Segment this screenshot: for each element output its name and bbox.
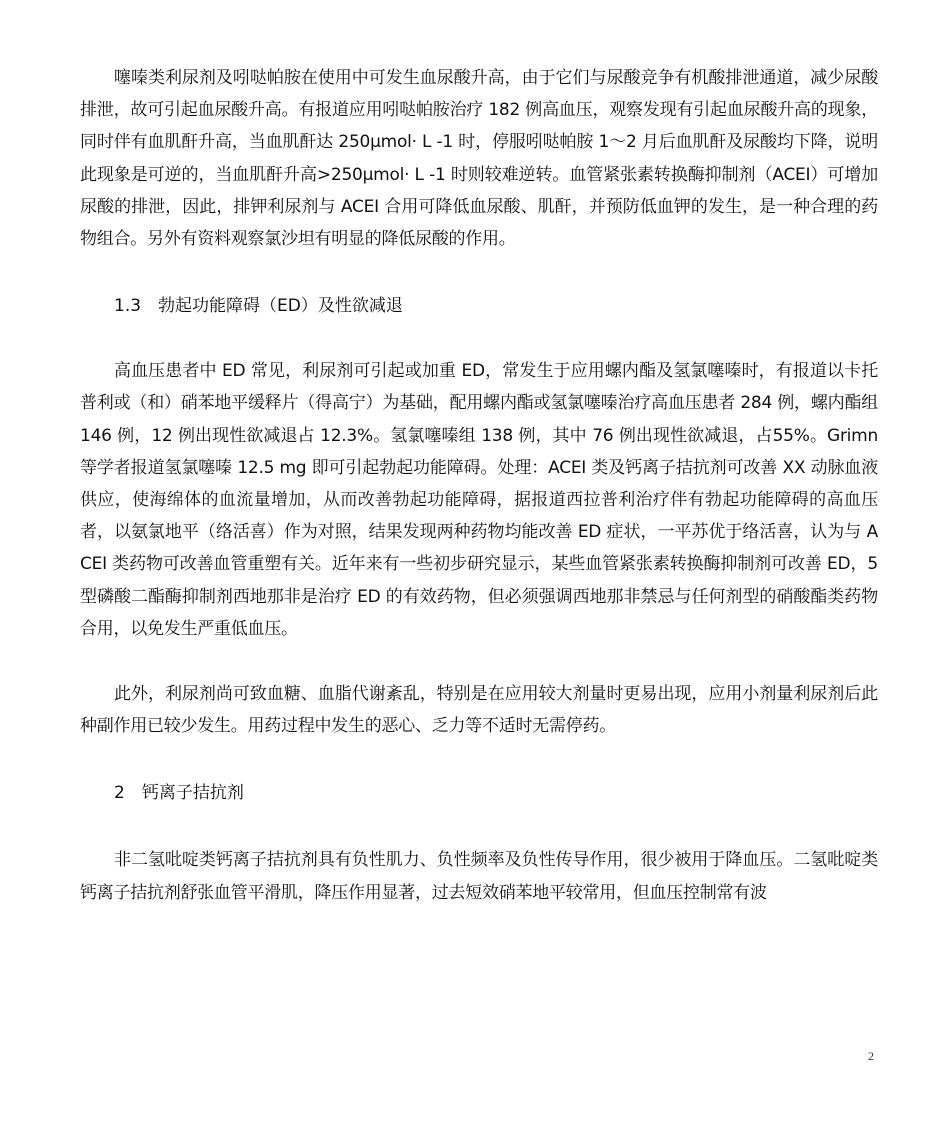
- paragraph-uric-acid: 噻嗪类利尿剂及吲哒帕胺在使用中可发生血尿酸升高，由于它们与尿酸竞争有机酸排泄通道，减少尿酸排泄，故可引起血尿酸升高。有报道应用吲哒帕胺治疗 182 例高血压，观察发现有引起血尿酸升高的现象，同时伴有血肌酐升高，当血肌酐达 250μmol· L -1 时，停服吲哒帕胺 1～2 月后血肌酐及尿酸均下降，说明此现象是可逆的，当血肌酐升高>250μmol· L -1 时则较难逆转。血管紧张素转换酶抑制剂（ACEI）可增加尿酸的排泄，因此，排钾利尿剂与 ACEI 合用可降低血尿酸、肌酐，并预防低血钾的发生，是一种合理的药物组合。另外有资料观察氯沙坦有明显的降低尿酸的作用。: [80, 68, 878, 250]
- document-body: [80, 62, 878, 909]
- section-heading-erectile-dysfunction: 1.3 勃起功能障碍（ED）及性欲减退: [114, 296, 403, 317]
- paragraph-calcium-channel-blockers: 非二氢吡啶类钙离子拮抗剂具有负性肌力、负性频率及负性传导作用，很少被用于降血压。二氢吡啶类钙离子拮抗剂舒张血管平滑肌，降压作用显著，过去短效硝苯地平较常用，但血压控制常有波: [80, 850, 878, 903]
- paragraph-spacing: [80, 322, 878, 355]
- page-number: 2: [868, 1049, 874, 1063]
- paragraph-metabolic-effects: 此外，利尿剂尚可致血糖、血脂代谢紊乱，特别是在应用较大剂量时更易出现，应用小剂量利尿剂后此种副作用已较少发生。用药过程中发生的恶心、乏力等不适时无需停药。: [80, 684, 878, 737]
- paragraph-spacing: [80, 809, 878, 844]
- paragraph-spacing: [80, 645, 878, 678]
- section-heading-calcium-channel-blockers: 2 钙离子拮抗剂: [114, 783, 244, 804]
- paragraph-spacing: [80, 255, 878, 290]
- paragraph-ed-treatment: 高血压患者中 ED 常见，利尿剂可引起或加重 ED，常发生于应用螺内酯及氢氯噻嗪时，有报道以卡托普利或（和）硝苯地平缓释片（得高宁）为基础，配用螺内酯或氢氯噻嗪治疗高血压患者 284 例，螺内酯组 146 例，12 例出现性欲减退占 12.3%。氢氯噻嗪组 138 例，其中 76 例出现性欲减退，占55%。Grimn 等学者报道氢氯噻嗪 12.5 mg 即可引起勃起功能障碍。处理：ACEI 类及钙离子拮抗剂可改善 XX 动脉血液供应，使海绵体的血流量增加，从而改善勃起功能障碍，据报道西拉普利治疗伴有勃起功能障碍的高血压者，以氨氯地平（络活喜）作为对照，结果发现两种药物均能改善 ED 症状，一平苏优于络活喜，认为与 ACEI 类药物可改善血管重塑有关。近年来有一些初步研究显示，某些血管紧张素转换酶抑制剂可改善 ED，5 型磷酸二酯酶抑制剂西地那非是治疗 ED 的有效药物，但必须强调西地那非禁忌与任何剂型的硝酸酯类药物合用，以免发生严重低血压。: [80, 361, 878, 639]
- paragraph-spacing: [80, 742, 878, 777]
